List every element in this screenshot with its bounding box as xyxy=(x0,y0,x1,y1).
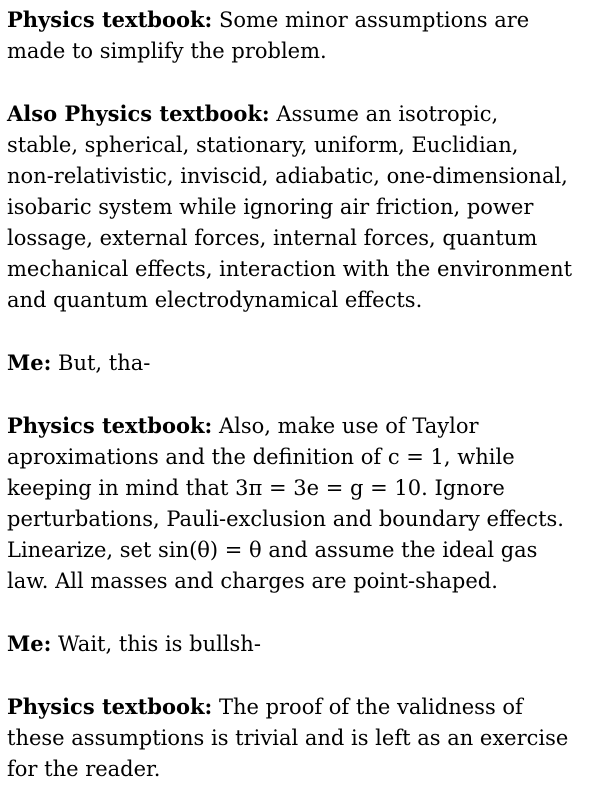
dialogue-line: law. All masses and charges are point-shaped. xyxy=(7,569,498,593)
dialogue-text: Some minor assumptions are xyxy=(212,8,530,32)
dialogue-text: Assume an isotropic, xyxy=(269,102,499,126)
dialogue-paragraph-1 xyxy=(7,4,584,67)
dialogue-text: But, tha- xyxy=(51,351,151,375)
dialogue-line: keeping in mind that 3π = 3e = g = 10. Ignore xyxy=(7,476,505,500)
dialogue-paragraph-5 xyxy=(7,628,584,660)
dialogue-line xyxy=(7,691,584,723)
dialogue-line: Linearize, set sin(θ) = θ and assume the ideal gas xyxy=(7,538,538,562)
speaker-label: Also Physics textbook: xyxy=(7,101,270,126)
dialogue-line: stable, spherical, stationary, uniform, Euclidian, xyxy=(7,133,519,157)
dialogue-line xyxy=(7,628,584,660)
dialogue-line: these assumptions is trivial and is left as an exercise xyxy=(7,726,569,750)
dialogue-text: The proof of the validness of xyxy=(212,695,523,719)
speaker-label: Physics textbook: xyxy=(7,694,213,719)
dialogue-line: aproximations and the definition of c = 1, while xyxy=(7,445,515,469)
dialogue-paragraph-4 xyxy=(7,410,584,597)
speaker-label: Me: xyxy=(7,350,52,375)
dialogue-line xyxy=(7,4,584,36)
speaker-label: Physics textbook: xyxy=(7,7,213,32)
dialogue-paragraph-2 xyxy=(7,98,584,316)
dialogue-line: lossage, external forces, internal forces, quantum xyxy=(7,226,538,250)
dialogue-paragraph-3 xyxy=(7,347,584,379)
dialogue-line xyxy=(7,347,584,379)
dialogue-line: non-relativistic, inviscid, adiabatic, one-dimensional, xyxy=(7,164,568,188)
dialogue-line: for the reader. xyxy=(7,757,161,781)
dialogue-line: perturbations, Pauli-exclusion and boundary effects. xyxy=(7,507,564,531)
dialogue-text: Also, make use of Taylor xyxy=(212,414,479,438)
dialogue-line: and quantum electrodynamical effects. xyxy=(7,288,423,312)
dialogue-line xyxy=(7,98,584,130)
dialogue-paragraph-6 xyxy=(7,691,584,785)
dialogue-line: made to simplify the problem. xyxy=(7,39,327,63)
dialogue-line: mechanical effects, interaction with the environment xyxy=(7,257,573,281)
speaker-label: Physics textbook: xyxy=(7,413,213,438)
dialogue-line xyxy=(7,410,584,442)
dialogue-text: Wait, this is bullsh- xyxy=(51,632,261,656)
dialogue-line: isobaric system while ignoring air friction, power xyxy=(7,195,534,219)
speaker-label: Me: xyxy=(7,631,52,656)
